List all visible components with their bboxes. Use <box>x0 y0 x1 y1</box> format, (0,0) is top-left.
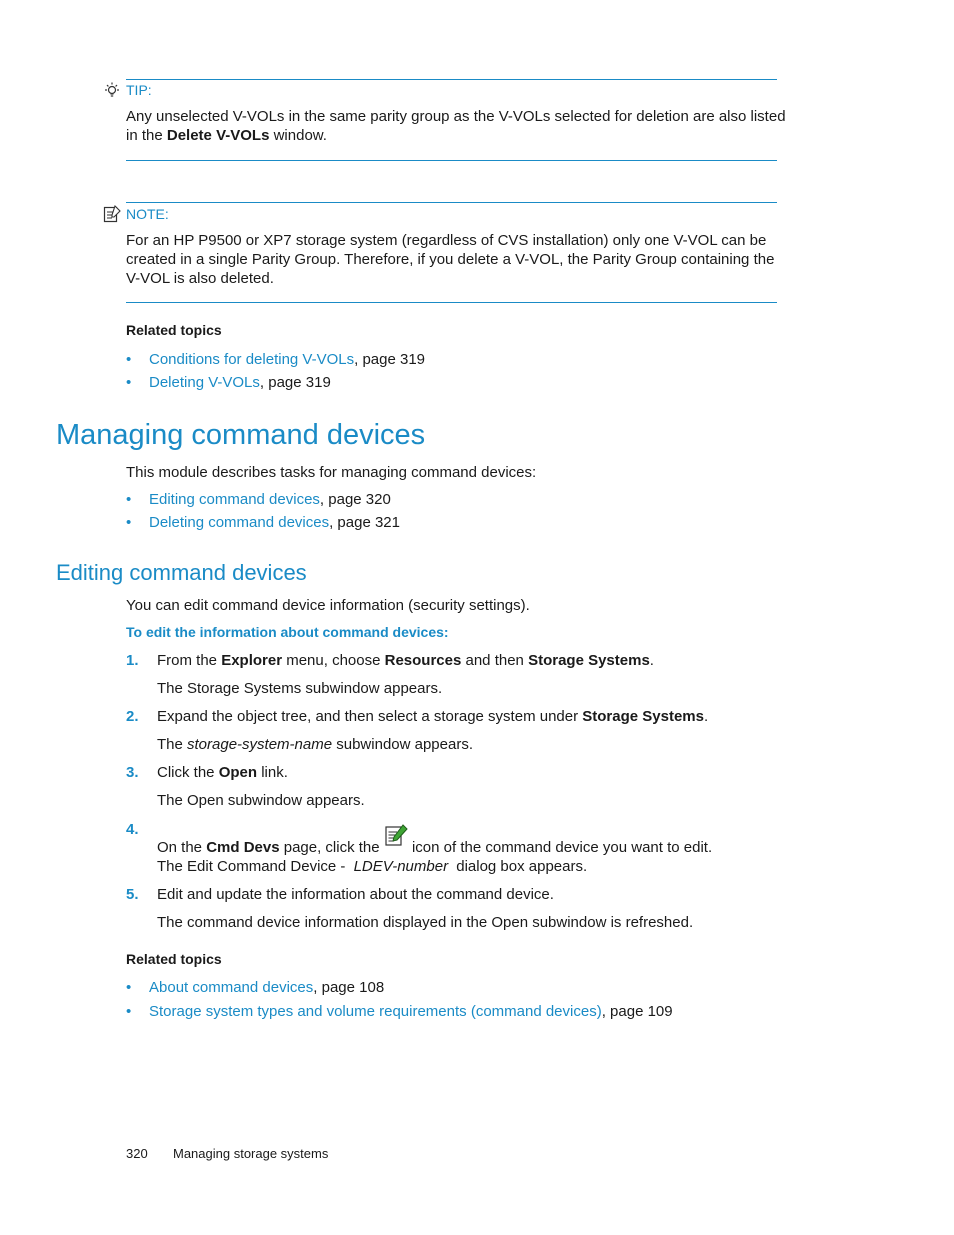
page-ref: , page 320 <box>319 491 391 508</box>
ui-term: Explorer <box>221 652 283 669</box>
note-top-rule <box>126 202 777 203</box>
step-3-result: The Open subwindow appears. <box>157 792 365 809</box>
note-line-3: V-VOL is also deleted. <box>126 270 274 287</box>
text: From the <box>157 652 222 669</box>
lightbulb-icon <box>102 81 122 105</box>
text: menu, choose <box>282 652 385 669</box>
link-deleting-vvols[interactable]: Deleting V-VOLs <box>149 374 260 391</box>
step-1-result: The Storage Systems subwindow appears. <box>157 680 443 697</box>
link-conditions-deleting-vvols[interactable]: Conditions for deleting V-VOLs <box>149 351 355 368</box>
subsection-intro: You can edit command device information (security settings). <box>126 597 530 614</box>
text: subwindow appears. <box>332 736 473 753</box>
tip-line-1: Any unselected V-VOLs in the same parity group as the V-VOLs selected for deletion are also listed <box>126 108 786 125</box>
variable-term: storage-system-name <box>187 736 333 753</box>
step-4-text <box>157 830 712 856</box>
note-pad-icon <box>102 204 122 228</box>
step-1-text <box>157 652 654 669</box>
text: link. <box>257 764 288 781</box>
tip-line-2 <box>126 126 786 145</box>
text: The Edit Command Device - <box>157 858 350 875</box>
note-label: NOTE: <box>126 206 169 222</box>
ui-term: Storage Systems <box>528 652 650 669</box>
subsection-title: Editing command devices <box>56 560 307 585</box>
bullet: • <box>126 1003 132 1020</box>
bullet: • <box>126 374 132 391</box>
step-number: 4. <box>126 821 139 838</box>
step-number: 3. <box>126 764 139 781</box>
step-4-result <box>157 858 587 875</box>
footer-section-name: Managing storage systems <box>173 1146 329 1161</box>
note-line-1: For an HP P9500 or XP7 storage system (regardless of CVS installation) only one V-VOL can be <box>126 232 767 249</box>
page-ref: , page 321 <box>329 514 400 531</box>
page-ref: , page 319 <box>354 351 426 368</box>
step-number: 1. <box>126 652 139 669</box>
text: dialog box appears. <box>452 858 588 875</box>
list-item <box>149 491 391 508</box>
section-intro: This module describes tasks for managing command devices: <box>126 464 537 481</box>
edit-icon <box>384 824 408 848</box>
bullet: • <box>126 514 132 531</box>
tip-line-2-pre: in the <box>126 127 167 144</box>
related-topics-heading-2: Related topics <box>126 951 222 967</box>
step-5-text: Edit and update the information about the command device. <box>157 886 554 903</box>
bullet: • <box>126 351 132 368</box>
page-ref: , page 108 <box>313 979 385 996</box>
note-line-2: created in a single Parity Group. Therefore, if you delete a V-VOL, the Parity Group containing the <box>126 251 775 268</box>
text: The <box>157 736 188 753</box>
variable-term: LDEV-number <box>353 858 449 875</box>
text: . <box>704 708 709 725</box>
link-about-command-devices[interactable]: About command devices <box>149 979 314 996</box>
step-3-text <box>157 764 288 781</box>
related-topics-heading-1: Related topics <box>126 322 222 338</box>
tip-label: TIP: <box>126 82 152 98</box>
tip-top-rule <box>126 79 777 80</box>
footer-page-number: 320 <box>126 1146 148 1161</box>
list-item <box>149 514 400 531</box>
step-2-result <box>157 736 473 753</box>
list-item <box>149 979 384 996</box>
list-item <box>149 374 331 391</box>
text: On the <box>157 839 207 856</box>
page-ref: , page 109 <box>601 1003 673 1020</box>
tip-bottom-rule <box>126 160 777 161</box>
page-ref: , page 319 <box>259 374 331 391</box>
step-number: 2. <box>126 708 139 725</box>
step-5-result: The command device information displayed in the Open subwindow is refreshed. <box>157 914 694 931</box>
step-number: 5. <box>126 886 139 903</box>
note-text <box>126 231 774 288</box>
ui-term: Storage Systems <box>582 708 704 725</box>
step-2-text <box>157 708 708 725</box>
link-editing-command-devices[interactable]: Editing command devices <box>149 491 320 508</box>
note-bottom-rule <box>126 302 777 303</box>
text: Expand the object tree, and then select a storage system under <box>157 708 583 725</box>
tip-window-name: Delete V-VOLs <box>166 127 270 144</box>
text: Click the <box>157 764 219 781</box>
procedure-title: To edit the information about command devices: <box>126 624 449 640</box>
text: icon of the command device you want to edit. <box>407 839 713 856</box>
link-deleting-command-devices[interactable]: Deleting command devices <box>149 514 330 531</box>
text: . <box>649 652 654 669</box>
bullet: • <box>126 979 132 996</box>
section-title: Managing command devices <box>56 419 426 451</box>
ui-term: Resources <box>384 652 462 669</box>
list-item <box>149 1003 673 1020</box>
text: page, click the <box>279 839 384 856</box>
ui-term: Open <box>218 764 258 781</box>
tip-text <box>126 107 786 145</box>
bullet: • <box>126 491 132 508</box>
tip-line-2-post: window. <box>269 127 327 144</box>
link-storage-system-types[interactable]: Storage system types and volume requirements (command devices) <box>149 1003 602 1020</box>
list-item <box>149 351 425 368</box>
text: and then <box>461 652 529 669</box>
ui-term: Cmd Devs <box>206 839 280 856</box>
